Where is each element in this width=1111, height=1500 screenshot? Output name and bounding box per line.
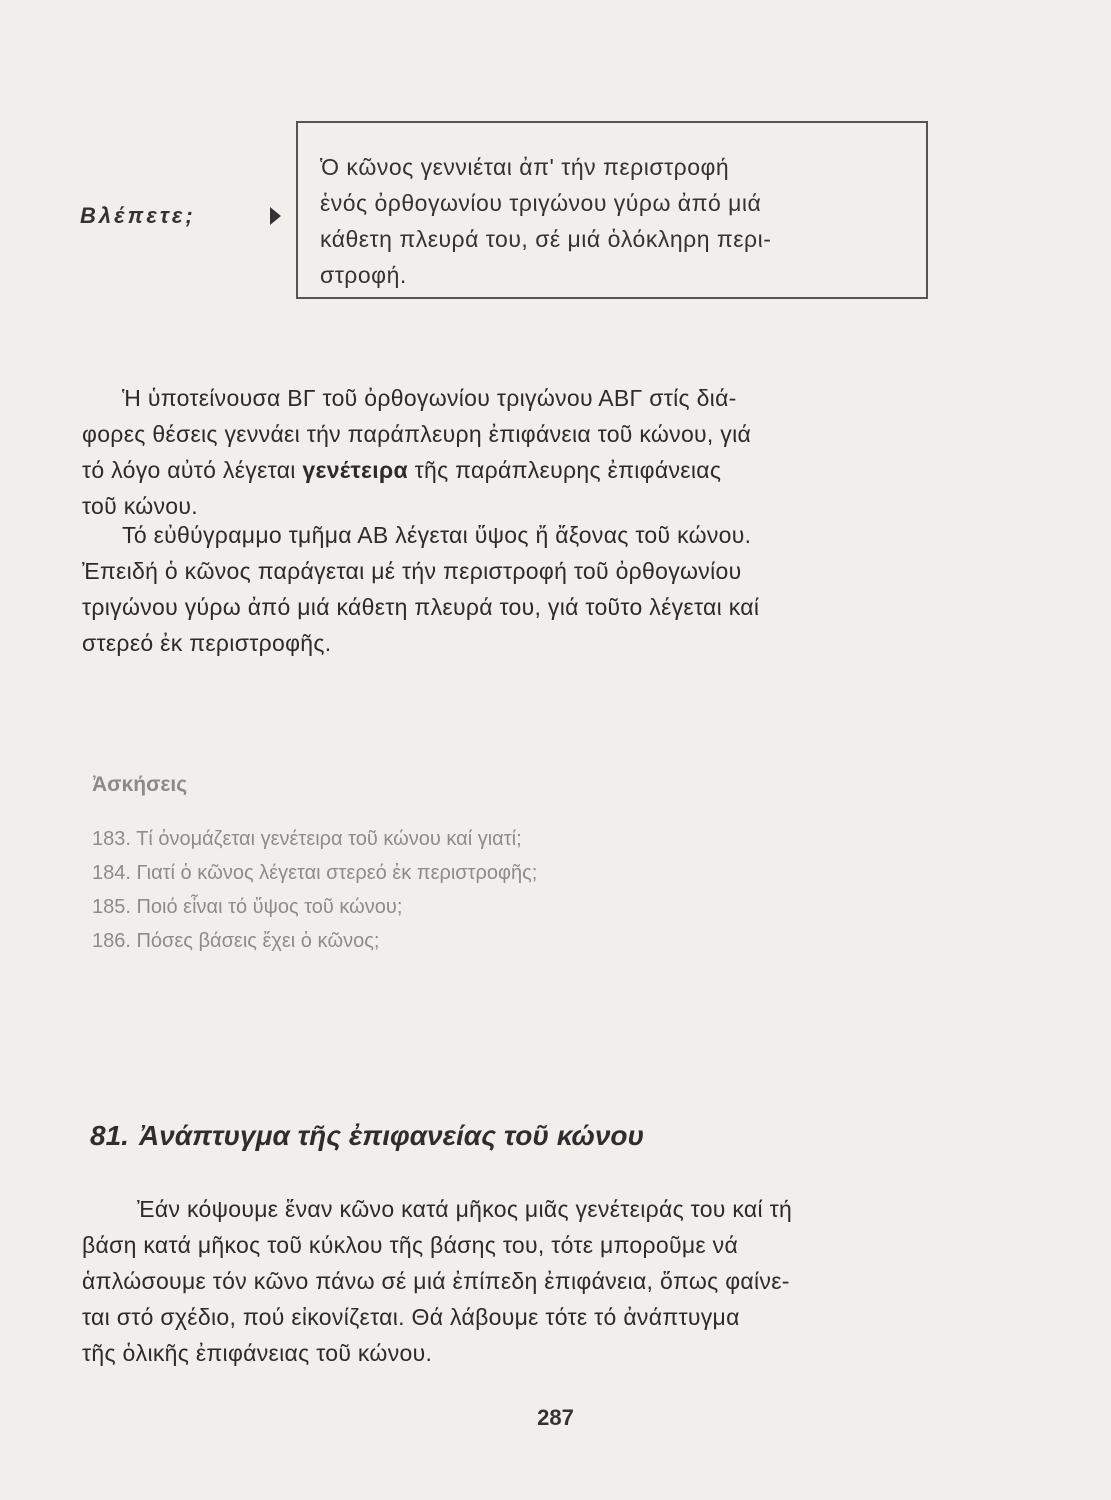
section-title: Ἀνάπτυγμα τῆς ἐπιφανείας τοῦ κώνου (138, 1120, 645, 1151)
paragraph-line: τριγώνου γύρω ἀπό μιά κάθετη πλευρά του, γιά τοῦτο λέγεται καί (82, 594, 760, 620)
definition-box (296, 121, 928, 299)
see-label: Βλέπετε; (80, 203, 196, 228)
paragraph-line (82, 452, 942, 488)
paragraph-line: Ἐάν κόψουμε ἕναν κῶνο κατά μῆκος μιᾶς γενέτειράς του καί τή (137, 1196, 793, 1222)
definition-line: κάθετη πλευρά του, σέ μιά ὁλόκληρη περι- (320, 226, 772, 252)
exercise-item: 185. Ποιό εἶναι τό ὕψος τοῦ κώνου; (92, 896, 403, 918)
text-run: τῆς παράπλευρης ἐπιφάνειας (407, 457, 722, 483)
paragraph-line: στερεό ἐκ περιστροφῆς. (82, 630, 332, 656)
triangle-pointer-icon (270, 207, 281, 225)
paragraph-line: τοῦ κώνου. (82, 493, 198, 519)
paragraph-height-axis (82, 517, 942, 661)
definition-line: στροφή. (320, 262, 407, 288)
definition-line: Ὁ κῶνος γεννιέται ἀπ' τήν περιστροφή (320, 154, 730, 180)
bold-term: γενέτειρα (302, 457, 408, 483)
paragraph-line: ἁπλώσουμε τόν κῶνο πάνω σέ μιά ἐπίπεδη ἐπιφάνεια, ὅπως φαίνε- (82, 1268, 790, 1294)
page-number: 287 (537, 1405, 574, 1430)
paragraph-line: Ἡ ὑποτείνουσα ΒΓ τοῦ ὀρθογωνίου τριγώνου ΑΒΓ στίς διά- (122, 385, 737, 411)
paragraph-line: ται στό σχέδιο, πού εἰκονίζεται. Θά λάβουμε τότε τό ἀνάπτυγμα (82, 1304, 740, 1330)
exercise-item: 183. Τί ὀνομάζεται γενέτειρα τοῦ κώνου καί γιατί; (92, 828, 522, 850)
exercises-list (92, 822, 852, 958)
text-run: τό λόγο αὐτό λέγεται (82, 457, 303, 483)
section-heading (90, 1120, 644, 1152)
definition-line: ἑνός ὀρθογωνίου τριγώνου γύρω ἀπό μιά (320, 190, 762, 216)
exercise-item: 184. Γιατί ὁ κῶνος λέγεται στερεό ἐκ περιστροφῆς; (92, 862, 538, 884)
paragraph-line: φορες θέσεις γεννάει τήν παράπλευρη ἐπιφάνεια τοῦ κώνου, γιά (82, 421, 752, 447)
paragraph-line: Ἐπειδή ὁ κῶνος παράγεται μέ τήν περιστροφή τοῦ ὀρθογωνίου (82, 558, 742, 584)
paragraph-development (82, 1191, 942, 1371)
paragraph-line: τῆς ὁλικῆς ἐπιφάνειας τοῦ κώνου. (82, 1340, 433, 1366)
paragraph-line: βάση κατά μῆκος τοῦ κύκλου τῆς βάσης του, τότε μποροῦμε νά (82, 1232, 739, 1258)
paragraph-generatrix (82, 380, 942, 524)
paragraph-line: Τό εὐθύγραμμο τμῆμα ΑΒ λέγεται ὕψος ἤ ἄξονας τοῦ κώνου. (122, 522, 752, 548)
section-number: 81. (90, 1120, 129, 1151)
exercises-title: Ἀσκήσεις (92, 773, 188, 796)
exercise-item: 186. Πόσες βάσεις ἔχει ὁ κῶνος; (92, 930, 380, 952)
